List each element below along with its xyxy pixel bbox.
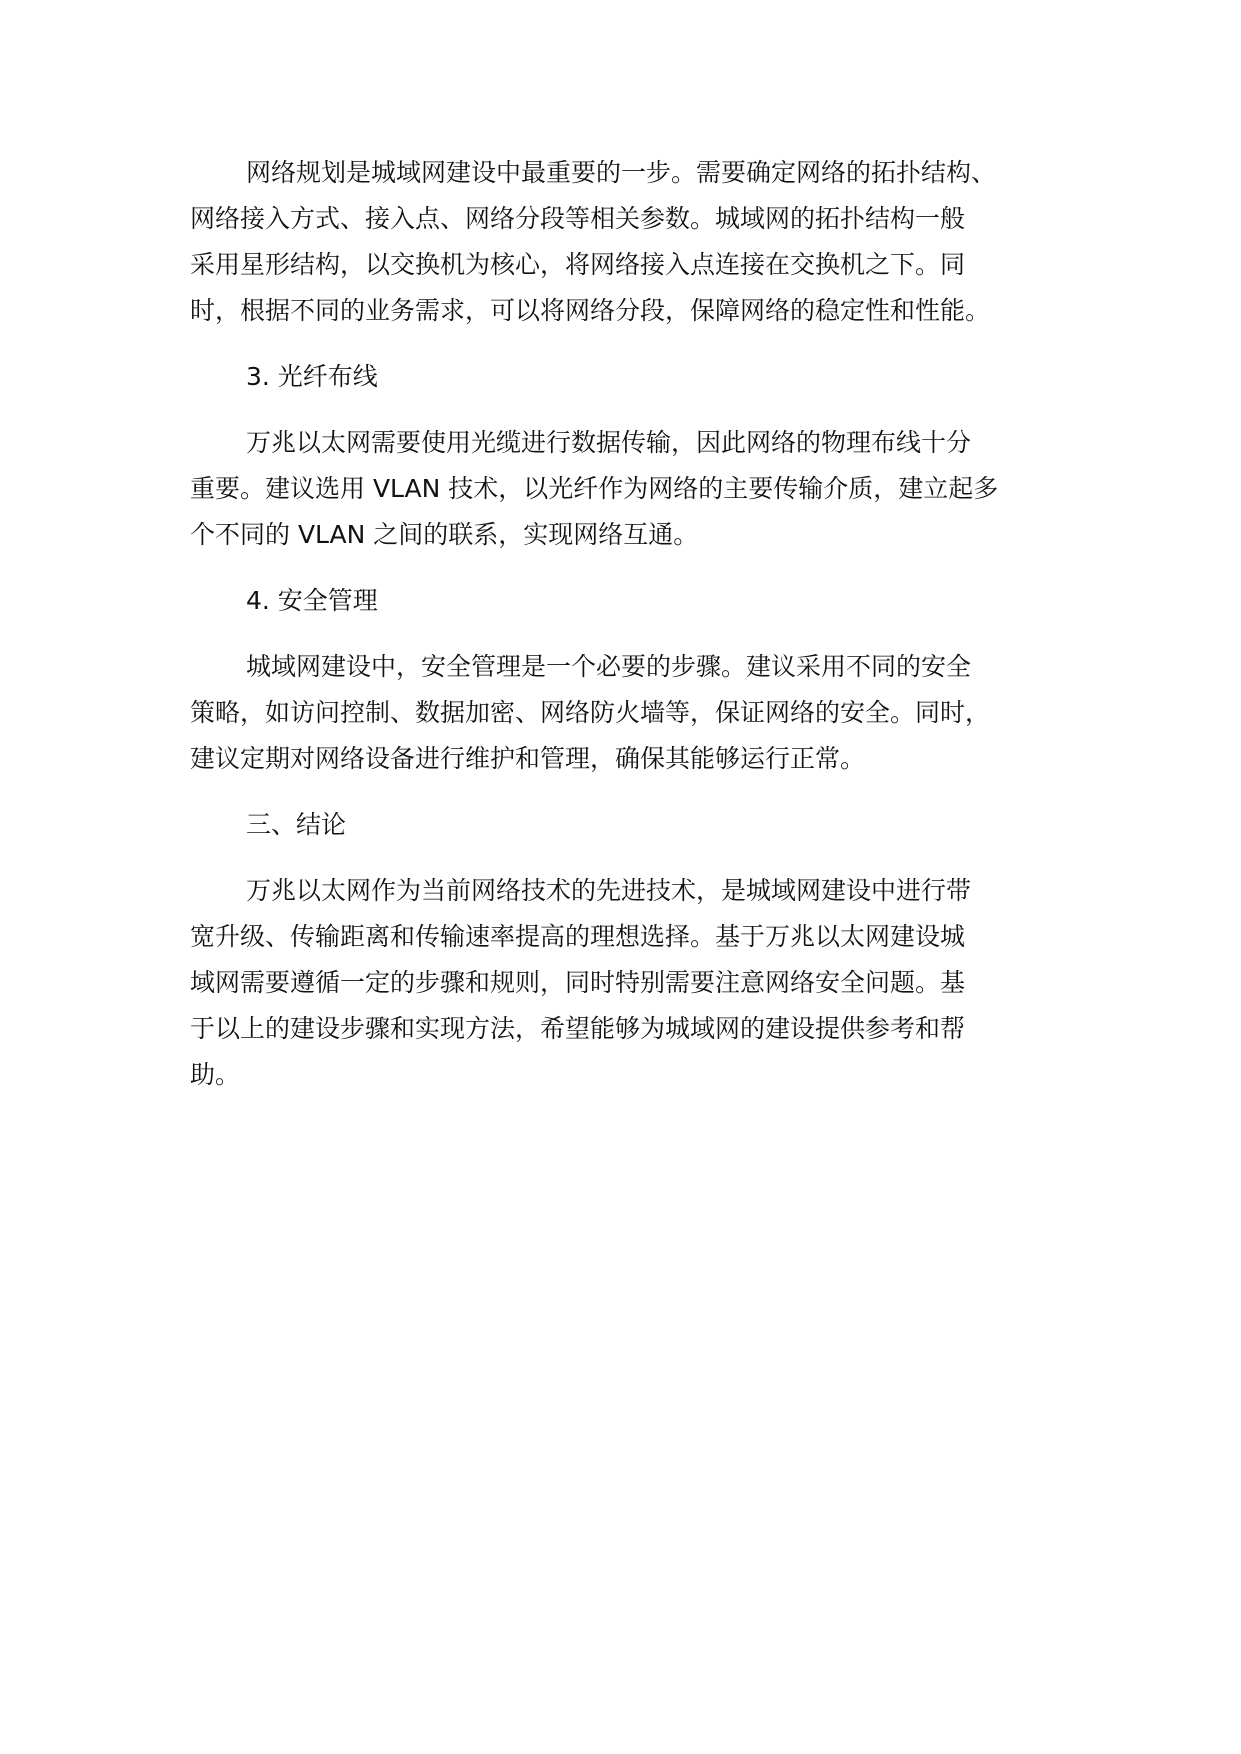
document-body [190, 150, 1090, 1098]
text-line: 建议定期对网络设备进行维护和管理，确保其能够运行正常。 [190, 744, 866, 773]
text-line: 策略，如访问控制、数据加密、网络防火墙等，保证网络的安全。同时， [190, 698, 991, 727]
text-line: 万兆以太网作为当前网络技术的先进技术，是城域网建设中进行带 [246, 876, 972, 905]
paragraph-security-management [190, 644, 1090, 782]
section-heading-fiber-cabling: 3. 光纤布线 [246, 362, 378, 391]
text-line: 域网需要遵循一定的步骤和规则，同时特别需要注意网络安全问题。基 [190, 968, 966, 997]
text-line: 重要。建议选用 VLAN 技术，以光纤作为网络的主要传输介质，建立起多 [190, 474, 999, 503]
text-line: 万兆以太网需要使用光缆进行数据传输，因此网络的物理布线十分 [246, 428, 972, 457]
text-line: 采用星形结构，以交换机为核心，将网络接入点连接在交换机之下。同 [190, 250, 966, 279]
text-line: 网络规划是城域网建设中最重要的一步。需要确定网络的拓扑结构、 [246, 158, 997, 187]
paragraph-fiber-cabling [190, 420, 1090, 558]
text-line: 个不同的 VLAN 之间的联系，实现网络互通。 [190, 520, 699, 549]
text-line: 于以上的建设步骤和实现方法，希望能够为城域网的建设提供参考和帮 [190, 1014, 966, 1043]
paragraph-conclusion [190, 868, 1090, 1098]
text-line: 助。 [190, 1060, 241, 1089]
text-line: 城域网建设中，安全管理是一个必要的步骤。建议采用不同的安全 [246, 652, 972, 681]
section-heading-security-management: 4. 安全管理 [246, 586, 378, 615]
section-heading-conclusion: 三、结论 [246, 810, 347, 839]
paragraph-network-planning [190, 150, 1090, 334]
text-line: 时，根据不同的业务需求，可以将网络分段，保障网络的稳定性和性能。 [190, 296, 991, 325]
text-line: 网络接入方式、接入点、网络分段等相关参数。城域网的拓扑结构一般 [190, 204, 966, 233]
text-line: 宽升级、传输距离和传输速率提高的理想选择。基于万兆以太网建设城 [190, 922, 966, 951]
